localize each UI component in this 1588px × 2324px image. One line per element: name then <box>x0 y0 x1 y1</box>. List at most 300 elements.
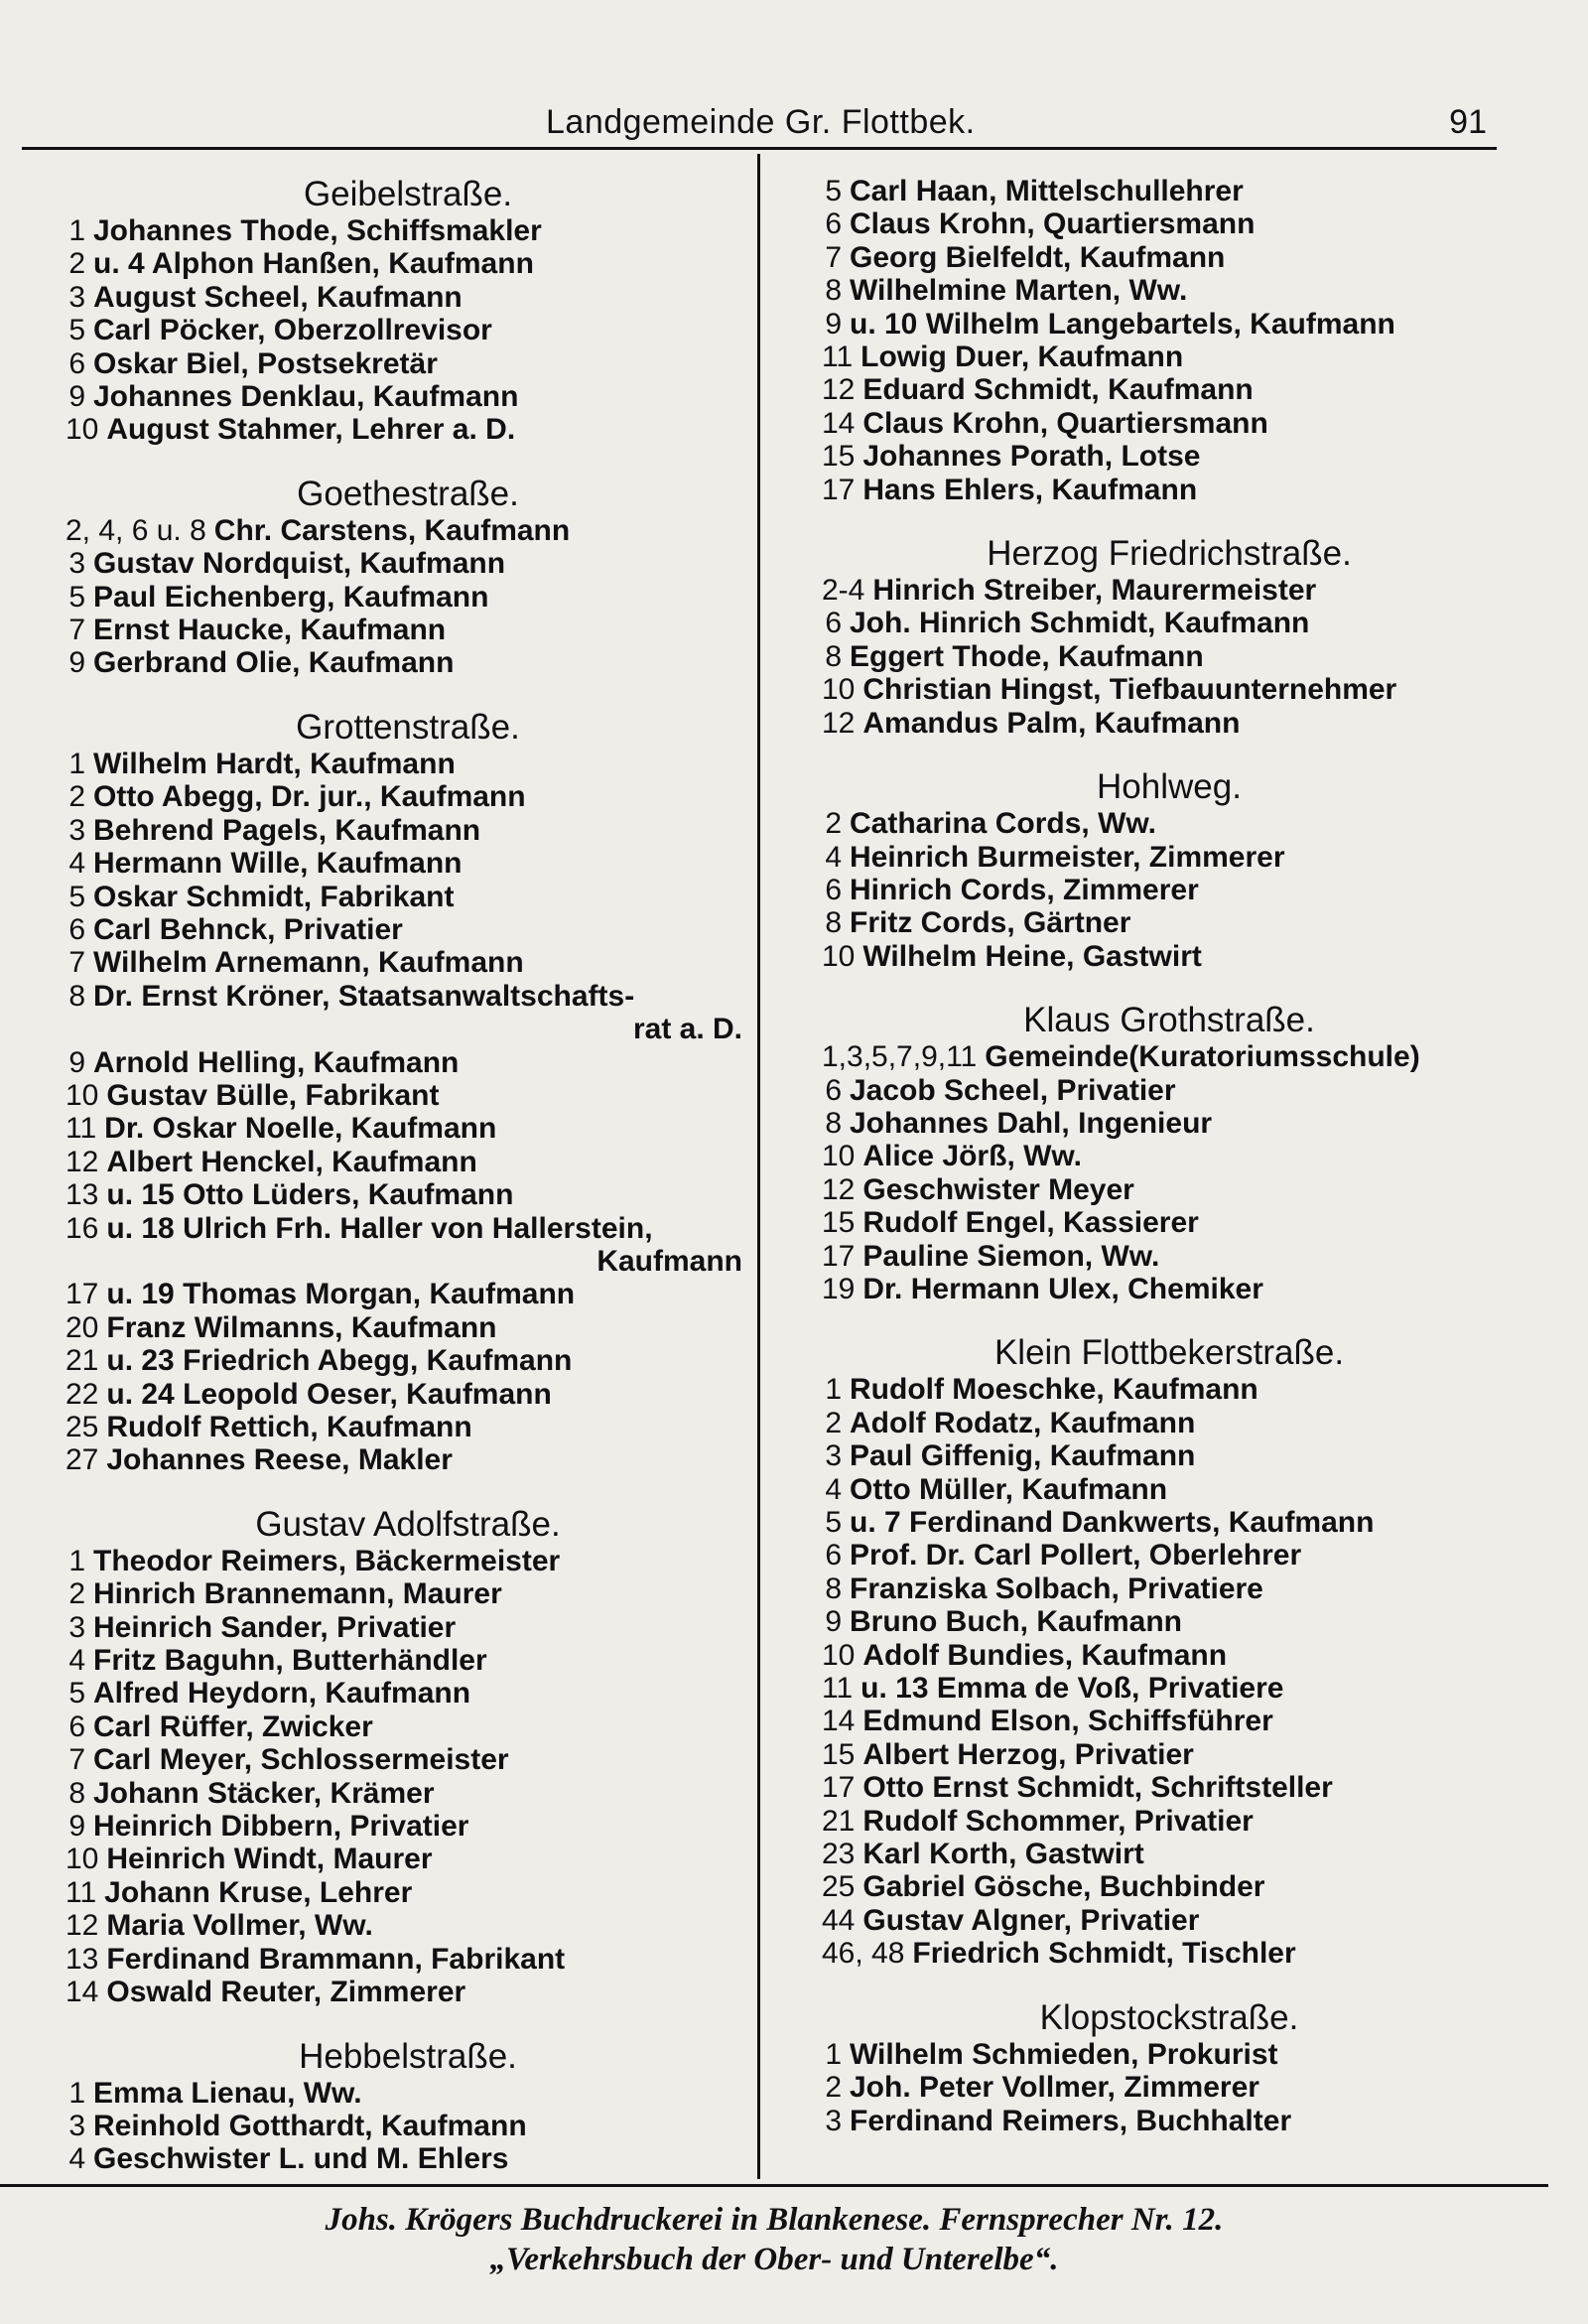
street-heading: Herzog Friedrichstraße. <box>987 534 1352 574</box>
resident-name: Maria Vollmer <box>106 1909 299 1943</box>
occupation: Ingenieur <box>1078 1106 1213 1140</box>
house-number: 1 <box>68 214 85 247</box>
house-number: 3 <box>68 547 85 581</box>
resident-name: Heinrich Dibbern <box>93 1810 333 1844</box>
house-number: 6 <box>825 1073 842 1107</box>
directory-entry: 12 Eduard Schmidt, Kaufmann <box>822 373 1254 407</box>
occupation: Kaufmann <box>342 580 489 614</box>
directory-entry: 9 Gerbrand Olie, Kaufmann <box>66 646 750 679</box>
occupation: Schlossermeister <box>260 1743 509 1777</box>
house-number: 9 <box>68 380 85 414</box>
resident-name: August Scheel <box>93 280 301 314</box>
occupation: Schiffsmakler <box>346 214 542 247</box>
resident-name: Lowig Duer <box>860 341 1021 374</box>
house-number: 4 <box>68 2142 85 2176</box>
directory-entry: 46, 48 Friedrich Schmidt, Tischler <box>822 1937 1296 1971</box>
occupation: Schriftsteller <box>1150 1771 1333 1805</box>
directory-entry <box>822 1173 1517 1206</box>
house-number: 25 <box>822 1870 856 1904</box>
directory-entry: 2 u. 4 Alphon Hanßen, Kaufmann <box>66 247 750 280</box>
occupation: Privatier <box>1056 1073 1176 1107</box>
directory-entry: 5 Alfred Heydorn, Kaufmann <box>66 1677 750 1709</box>
occupation: Kaufmann <box>334 813 481 847</box>
house-number: 23 <box>822 1838 856 1871</box>
resident-name: Paul Eichenberg <box>93 580 328 614</box>
occupation: Kaufmann <box>1036 1605 1183 1639</box>
footer-rule <box>0 2184 1548 2187</box>
resident-name: Wilhelmine Marten <box>850 274 1113 308</box>
street-section <box>822 1001 1517 1305</box>
house-number: 12 <box>822 706 856 740</box>
directory-entry: 6 Hinrich Cords, Zimmerer <box>822 874 1517 906</box>
house-number: 10 <box>822 939 856 973</box>
occupation: Kaufmann <box>1250 307 1395 341</box>
occupation: Kaufmann <box>1049 1406 1196 1439</box>
occupation: Privatier <box>1133 1804 1254 1838</box>
directory-entry: 2 Catharina Cords, Ww. <box>822 807 1517 840</box>
directory-entry: 3 Reinhold Gotthardt, Kaufmann <box>66 2110 750 2142</box>
resident-name: Ernst Haucke <box>93 614 284 647</box>
street-heading: Grottenstraße. <box>296 707 520 747</box>
house-number: 2 <box>825 2071 842 2105</box>
street-section <box>822 534 1517 740</box>
occupation: Privatier <box>349 1810 469 1844</box>
occupation: Kaufmann <box>313 1045 460 1079</box>
house-number: 17 <box>66 1278 99 1311</box>
occupation: Kaufmann <box>388 247 534 281</box>
house-number: 5 <box>68 1677 85 1710</box>
directory-entry: 17 Otto Ernst Schmidt, Schriftsteller <box>822 1771 1333 1805</box>
occupation: Tischler <box>1182 1937 1296 1971</box>
directory-entry: 8 Johann Stäcker, Krämer <box>66 1777 750 1810</box>
resident-name: Hans Ehlers <box>862 473 1035 506</box>
directory-entry: 3 Paul Giffenig, Kaufmann <box>822 1439 1517 1472</box>
directory-entry: 3 Ferdinand Reimers, Buchhalter <box>822 2105 1517 2137</box>
resident-name: Albert Herzog <box>862 1737 1059 1771</box>
resident-name: Johannes Reese <box>106 1443 342 1477</box>
resident-name: Dr. Ernst Kröner <box>93 979 323 1013</box>
house-number: 14 <box>822 1705 856 1738</box>
occupation: Lehrer a. D. <box>351 413 516 447</box>
house-number: 6 <box>825 207 842 241</box>
occupation: Kaufmann <box>317 280 463 314</box>
occupation: Kaufmann <box>316 847 463 881</box>
resident-name: Franz Wilmanns <box>106 1310 335 1344</box>
house-number: 6 <box>68 912 85 946</box>
occupation: Kaufmann <box>367 1178 514 1212</box>
house-number: 1 <box>825 2037 842 2071</box>
occupation: Privatiere <box>1127 1572 1263 1605</box>
resident-name: Catharina Cords <box>850 807 1082 841</box>
occupation: Fabrikant <box>305 1078 440 1112</box>
resident-name: Johannes Thode <box>93 214 331 247</box>
house-number: 27 <box>66 1443 99 1477</box>
footer-book-title: „Verkehrsbuch der Ober- und Unterelbe“. <box>489 2242 1059 2277</box>
directory-entry: 10 Wilhelm Heine, Gastwirt <box>822 939 1202 973</box>
house-number: 8 <box>825 639 842 673</box>
house-number: 11 <box>66 1112 97 1146</box>
directory-entry: 6 Jacob Scheel, Privatier <box>822 1074 1517 1107</box>
directory-entry: 6 Oskar Biel, Postsekretär <box>66 347 750 380</box>
house-number: 6 <box>68 346 85 380</box>
directory-entry: 6 Carl Behnck, Privatier <box>66 913 750 946</box>
house-number: 10 <box>66 1843 99 1876</box>
resident-name: u. 7 Ferdinand Dankwerts <box>850 1506 1213 1539</box>
house-number: 8 <box>825 274 842 308</box>
directory-entry: 44 Gustav Algner, Privatier <box>822 1903 1200 1937</box>
house-number: 11 <box>66 1875 97 1909</box>
resident-name: Joh. Hinrich Schmidt <box>850 607 1148 640</box>
house-number: 1 <box>825 1373 842 1407</box>
resident-name: Oskar Schmidt <box>93 880 304 913</box>
resident-name: Geschwister L. und M. Ehlers <box>93 2142 509 2176</box>
resident-name: Carl Haan <box>850 175 990 207</box>
occupation: Kaufmann <box>350 1112 497 1146</box>
resident-name: Eduard Schmidt <box>862 373 1092 407</box>
house-number: 46, 48 <box>822 1937 905 1971</box>
resident-name: Carl Meyer <box>93 1743 244 1777</box>
occupation: Kaufmann <box>1058 639 1204 673</box>
house-number: 7 <box>68 946 85 980</box>
resident-name: Chr. Carstens <box>213 513 408 547</box>
directory-entry: 15 Rudolf Engel, Kassierer <box>822 1206 1199 1240</box>
occupation: Kaufmann <box>300 614 447 647</box>
house-number: 3 <box>68 280 85 314</box>
directory-entry: 1 Wilhelm Schmieden, Prokurist <box>822 2038 1517 2071</box>
resident-name: Fritz Baguhn <box>93 1644 276 1678</box>
house-number: 1,3,5,7,9,11 <box>822 1040 978 1074</box>
directory-entry: 3 August Scheel, Kaufmann <box>66 281 750 314</box>
occupation: Ww. <box>1128 274 1188 308</box>
resident-name: Franziska Solbach <box>850 1572 1112 1605</box>
street-heading: Klein Flottbekerstraße. <box>993 1333 1345 1373</box>
left-column <box>66 175 750 2176</box>
resident-name: Rudolf Engel <box>862 1206 1047 1240</box>
occupation: Kaufmann <box>406 1377 552 1411</box>
occupation: Maurer <box>332 1843 433 1876</box>
resident-name: Arnold Helling <box>93 1045 297 1079</box>
occupation: Kaufmann <box>350 1310 497 1344</box>
house-number: 10 <box>66 413 99 447</box>
house-number: 44 <box>822 1903 856 1937</box>
occupation: Butterhändler <box>291 1644 487 1678</box>
directory-entry: 2 Hinrich Brannemann, Maurer <box>66 1577 750 1610</box>
resident-name: Georg Bielfeldt <box>850 240 1064 274</box>
occupation: Kaufmann <box>426 1344 573 1378</box>
house-number: 6 <box>68 1709 85 1743</box>
house-number: 20 <box>66 1310 99 1344</box>
directory-entry: 4 Otto Müller, Kaufmann <box>822 1473 1517 1506</box>
resident-name: u. 19 Thomas Morgan <box>106 1278 413 1311</box>
house-number: 15 <box>822 440 856 474</box>
occupation: Zimmerer <box>1124 2071 1259 2105</box>
occupation: Ww. <box>314 1909 373 1943</box>
directory-entry: 3 Heinrich Sander, Privatier <box>66 1611 750 1644</box>
directory-entry: 5 Oskar Schmidt, Fabrikant <box>66 881 750 913</box>
house-number: 5 <box>68 580 85 614</box>
occupation: Bäckermeister <box>354 1544 561 1577</box>
street-section <box>66 2037 750 2176</box>
street-section <box>822 1333 1517 1970</box>
occupation: Kaufmann <box>429 1278 576 1311</box>
directory-entry: 6 Claus Krohn, Quartiersmann <box>822 207 1517 240</box>
resident-name: Dr. Hermann Ulex <box>862 1272 1112 1305</box>
resident-name: Gustav Bülle <box>106 1078 289 1112</box>
directory-entry: 9 Arnold Helling, Kaufmann <box>66 1046 750 1079</box>
house-number: 11 <box>822 341 854 374</box>
occupation: Kaufmann <box>1079 240 1226 274</box>
footer-printer-line: Johs. Krögers Buchdruckerei in Blankenese. Fernsprecher Nr. 12. <box>325 2202 1224 2238</box>
occupation: Oberlehrer <box>1148 1539 1302 1572</box>
directory-entry: 9 Heinrich Dibbern, Privatier <box>66 1810 750 1843</box>
column-divider <box>757 154 760 2179</box>
house-number: 10 <box>822 673 856 707</box>
directory-entry: 10 Christian Hingst, Tiefbauunternehmer <box>822 673 1397 707</box>
house-number: 19 <box>822 1272 856 1305</box>
occupation: Kaufmann <box>424 513 571 547</box>
house-number: 16 <box>66 1211 99 1245</box>
resident-name: Hinrich Streiber <box>872 574 1095 608</box>
resident-name: Otto Abegg, Dr. jur. <box>93 780 364 814</box>
directory-entry: 1 Wilhelm Hardt, Kaufmann <box>66 748 750 780</box>
house-number: 22 <box>66 1377 99 1411</box>
occupation: Gastwirt <box>1024 1838 1144 1871</box>
resident-name: Heinrich Sander <box>93 1610 321 1644</box>
directory-entry: 10 Adolf Bundies, Kaufmann <box>822 1638 1228 1672</box>
house-number: 2 <box>68 780 85 814</box>
house-number: 4 <box>825 1472 842 1506</box>
resident-name: Emma Lienau <box>93 2076 288 2110</box>
street-section <box>66 475 750 680</box>
resident-name: Adolf Bundies <box>862 1638 1065 1672</box>
house-number: 6 <box>825 1539 842 1572</box>
directory-entry: 17 Pauline Siemon, Ww. <box>822 1239 1160 1273</box>
directory-entry: 8 Eggert Thode, Kaufmann <box>822 640 1517 673</box>
house-number: 15 <box>822 1737 856 1771</box>
house-number: 9 <box>68 1810 85 1844</box>
resident-name: Pauline Siemon <box>862 1239 1085 1273</box>
directory-entry: 12 Maria Vollmer, Ww. <box>66 1909 373 1943</box>
occupation: Maurer <box>402 1577 502 1611</box>
directory-entry: 1 Emma Lienau, Ww. <box>66 2077 750 2110</box>
occupation: Gastwirt <box>1082 939 1202 973</box>
directory-entry: 8 Dr. Ernst Kröner, Staatsanwaltschafts- <box>66 980 750 1013</box>
directory-entry: 2, 4, 6 u. 8 Chr. Carstens, Kaufmann <box>66 513 571 547</box>
occupation: Privatiere <box>1147 1672 1284 1706</box>
occupation: Oberzollrevisor <box>273 314 492 347</box>
resident-name: Carl Rüffer <box>93 1709 246 1743</box>
occupation: Kaufmann <box>359 547 506 581</box>
resident-name: Alfred Heydorn <box>93 1677 309 1710</box>
resident-name: Hermann Wille <box>93 847 301 881</box>
occupation: Kaufmann <box>379 780 526 814</box>
house-number: 1 <box>68 2076 85 2110</box>
resident-name: Hinrich Cords <box>850 873 1047 906</box>
directory-entry: 6 Prof. Dr. Carl Pollert, Oberlehrer <box>822 1539 1517 1572</box>
directory-entry: 14 Edmund Elson, Schiffsführer <box>822 1705 1273 1738</box>
directory-entry: 2-4 Hinrich Streiber, Maurermeister <box>822 574 1317 608</box>
occupation: Privatier <box>1080 1903 1200 1937</box>
directory-entry <box>66 2142 750 2175</box>
directory-entry: 1 Johannes Thode, Schiffsmakler <box>66 214 750 247</box>
occupation: Kaufmann <box>1094 706 1241 740</box>
resident-name: Albert Henckel <box>106 1145 316 1178</box>
occupation: Buchbinder <box>1099 1870 1265 1904</box>
occupation: Kassierer <box>1063 1206 1199 1240</box>
house-number: 6 <box>825 873 842 906</box>
house-number: 13 <box>66 1942 99 1976</box>
right-column <box>822 175 1517 2137</box>
resident-name: Prof. Dr. Carl Pollert <box>850 1539 1133 1572</box>
house-number: 8 <box>825 1106 842 1140</box>
directory-entry: 12 Amandus Palm, Kaufmann <box>822 706 1241 740</box>
directory-entry: 7 Georg Bielfeldt, Kaufmann <box>822 241 1517 274</box>
page-number: 91 <box>1449 103 1487 141</box>
resident-name: Heinrich Windt <box>106 1843 317 1876</box>
house-number: 8 <box>68 1776 85 1810</box>
occupation: Kaufmann <box>1021 1472 1168 1506</box>
occupation: Lotse <box>1121 440 1201 474</box>
house-number: 7 <box>825 240 842 274</box>
directory-entry: 4 Heinrich Burmeister, Zimmerer <box>822 841 1517 874</box>
house-number: 7 <box>68 1743 85 1777</box>
house-number: 12 <box>822 1172 856 1206</box>
directory-entry: 15 Albert Herzog, Privatier <box>822 1737 1194 1771</box>
house-number: 3 <box>68 1610 85 1644</box>
occupation: Quartiersmann <box>1043 207 1256 241</box>
resident-name: Wilhelm Hardt <box>93 747 294 780</box>
directory-entry <box>822 1040 1517 1073</box>
directory-entry: 22 u. 24 Leopold Oeser, Kaufmann <box>66 1377 552 1411</box>
house-number: 8 <box>825 1572 842 1605</box>
resident-name: Theodor Reimers <box>93 1544 338 1577</box>
directory-entry: 1 Rudolf Moeschke, Kaufmann <box>822 1373 1517 1406</box>
resident-name: u. 18 Ulrich Frh. Haller von Hallerstein <box>106 1211 645 1245</box>
house-number: 2, 4, 6 u. 8 <box>66 513 206 547</box>
resident-name: Fritz Cords <box>850 906 1007 940</box>
occupation: Tiefbauunternehmer <box>1109 673 1397 707</box>
resident-name: Friedrich Schmidt <box>912 1937 1166 1971</box>
directory-entry: 7 Carl Meyer, Schlossermeister <box>66 1743 750 1776</box>
resident-name: Rudolf Moeschke <box>850 1373 1097 1407</box>
resident-name: Ferdinand Reimers <box>850 2104 1120 2137</box>
resident-name: Heinrich Burmeister <box>850 840 1133 874</box>
house-number: 8 <box>68 979 85 1013</box>
street-section <box>66 175 750 447</box>
occupation: Zimmerer <box>1148 840 1285 874</box>
directory-entry: 2 Adolf Rodatz, Kaufmann <box>822 1407 1517 1439</box>
resident-name: Johannes Dahl <box>850 1106 1062 1140</box>
occupation: Kaufmann <box>325 1677 471 1710</box>
resident-name: Gabriel Gösche <box>862 1870 1084 1904</box>
directory-entry: 16 u. 18 Ulrich Frh. Haller von Hallerstein, <box>66 1211 653 1245</box>
resident-name: Claus Krohn <box>862 406 1040 440</box>
resident-name: Gemeinde(Kuratoriumsschule) <box>985 1040 1420 1074</box>
resident-name: u. 15 Otto Lüders <box>106 1178 352 1212</box>
directory-entry: 17 Hans Ehlers, Kaufmann <box>822 473 1198 506</box>
house-number: 2 <box>825 807 842 841</box>
directory-entry: 7 Ernst Haucke, Kaufmann <box>66 614 750 646</box>
resident-name: Rudolf Schommer <box>862 1804 1119 1838</box>
resident-name: Paul Giffenig <box>850 1439 1034 1473</box>
occupation: Kaufmann <box>378 946 524 980</box>
occupation: Mittelschullehrer <box>1004 175 1244 207</box>
directory-entry: 9 Johannes Denklau, Kaufmann <box>66 380 750 413</box>
resident-name: Wilhelm Arnemann <box>93 946 362 980</box>
occupation: Postsekretär <box>257 346 438 380</box>
directory-entry: 7 Wilhelm Arnemann, Kaufmann <box>66 946 750 979</box>
resident-name: Gerbrand Olie <box>93 646 293 680</box>
occupation: Ww. <box>1101 1239 1160 1273</box>
occupation: Lehrer <box>319 1875 413 1909</box>
resident-name: u. 23 Friedrich Abegg <box>106 1344 410 1378</box>
house-number: 2 <box>68 247 85 281</box>
occupation: Kaufmann <box>1163 607 1310 640</box>
occupation: Quartiersmann <box>1056 406 1268 440</box>
house-number: 5 <box>68 314 85 347</box>
resident-name: Gustav Nordquist <box>93 547 343 581</box>
occupation: Krämer <box>330 1776 435 1810</box>
occupation: Fabrikant <box>320 880 455 913</box>
house-number: 9 <box>68 1045 85 1079</box>
entry-continuation: Kaufmann <box>596 1244 742 1278</box>
occupation: Kaufmann <box>1049 1439 1196 1473</box>
page-title: Landgemeinde Gr. Flottbek. <box>546 103 976 141</box>
directory-entry: 21 u. 23 Friedrich Abegg, Kaufmann <box>66 1344 573 1378</box>
house-number: 4 <box>825 840 842 874</box>
resident-name: Johann Kruse <box>104 1875 304 1909</box>
directory-entry: 10 Gustav Bülle, Fabrikant <box>66 1078 440 1112</box>
directory-entry: 3 Gustav Nordquist, Kaufmann <box>66 547 750 580</box>
resident-name: Alice Jörß <box>862 1140 1007 1173</box>
resident-name: Oswald Reuter <box>106 1976 314 2009</box>
occupation: Kaufmann <box>327 1411 472 1443</box>
house-number: 1 <box>68 747 85 780</box>
resident-name: u. 13 Emma de Voß <box>860 1672 1132 1706</box>
directory-entry: 20 Franz Wilmanns, Kaufmann <box>66 1310 497 1344</box>
house-number: 25 <box>66 1411 99 1443</box>
occupation: Ww. <box>303 2076 362 2110</box>
directory-entry: 2 Joh. Peter Vollmer, Zimmerer <box>822 2071 1517 2104</box>
directory-entry: 6 Carl Rüffer, Zwicker <box>66 1710 750 1743</box>
occupation: Kaufmann <box>1081 1638 1228 1672</box>
directory-entry: 9 u. 10 Wilhelm Langebartels, Kaufmann <box>822 308 1517 341</box>
directory-entry: 5 Paul Eichenberg, Kaufmann <box>66 581 750 614</box>
house-number: 5 <box>825 1506 842 1539</box>
house-number: 12 <box>66 1145 99 1178</box>
house-number: 10 <box>822 1140 856 1173</box>
resident-name: Reinhold Gotthardt <box>93 2109 365 2142</box>
occupation: Kaufmann <box>1113 1373 1258 1407</box>
resident-name: August Stahmer <box>106 413 335 447</box>
house-number: 2 <box>68 1577 85 1611</box>
directory-entry: 10 Alice Jörß, Ww. <box>822 1140 1082 1173</box>
resident-name: Carl Behnck <box>93 912 268 946</box>
resident-name: Rudolf Rettich <box>106 1411 311 1443</box>
resident-name: Joh. Peter Vollmer <box>850 2071 1108 2105</box>
occupation: Kaufmann <box>310 747 456 780</box>
occupation: Zwicker <box>262 1709 373 1743</box>
house-number: 8 <box>825 906 842 940</box>
house-number: 9 <box>825 1605 842 1639</box>
directory-entry: 1 Theodor Reimers, Bäckermeister <box>66 1545 750 1577</box>
street-heading: Hohlweg. <box>1097 767 1242 807</box>
occupation: Privatier <box>283 912 403 946</box>
resident-name: Ferdinand Brammann <box>106 1942 415 1976</box>
occupation: Staatsanwaltschafts- <box>337 979 635 1013</box>
resident-name: Johannes Porath <box>862 440 1105 474</box>
street-heading: Goethestraße. <box>297 474 519 513</box>
